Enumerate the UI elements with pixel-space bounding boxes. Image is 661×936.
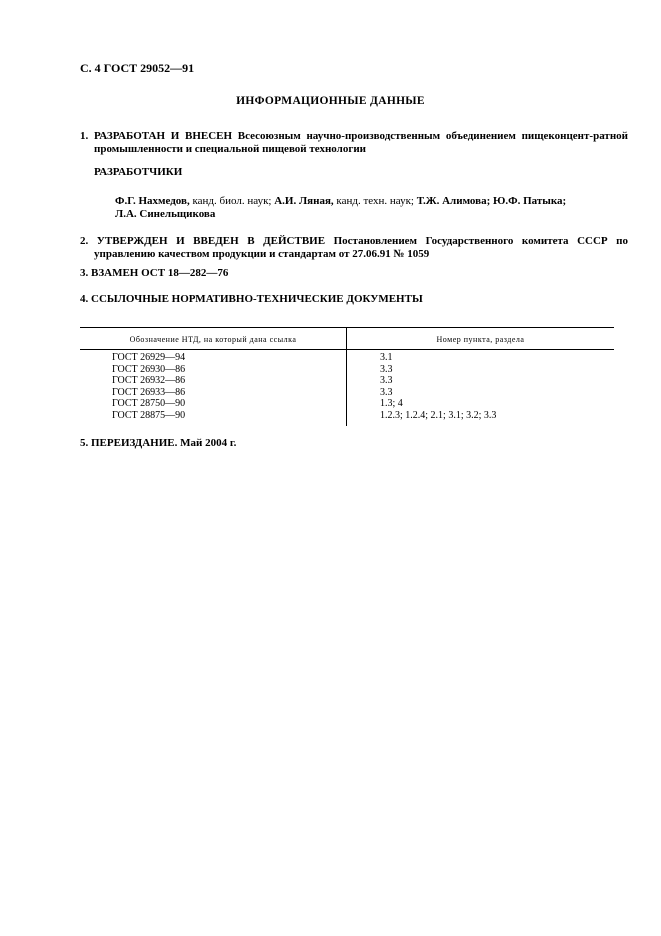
table-top-rule — [80, 327, 614, 328]
table-column-refs — [380, 352, 496, 421]
item-3: 3. ВЗАМЕН ОСТ 18—282—76 — [80, 267, 229, 279]
developer-note: канд. техн. наук; — [336, 195, 414, 207]
table-column-docs — [112, 352, 185, 421]
developers-heading: РАЗРАБОТЧИКИ — [94, 166, 183, 178]
developer-name: Т.Ж. Алимова; Ю.Ф. Патыка; — [416, 195, 567, 207]
item-4: 4. ССЫЛОЧНЫЕ НОРМАТИВНО-ТЕХНИЧЕСКИЕ ДОКУМЕНТЫ — [80, 293, 423, 305]
table-cell-ref: 3.3 — [380, 375, 393, 386]
item-1-lead: 1. РАЗРАБОТАН И ВНЕСЕН — [80, 130, 233, 142]
developer-name: А.И. Ляная, — [274, 195, 334, 207]
table-cell-ref: 3.3 — [380, 363, 393, 375]
item-1-text: Всесоюзным научно-производственным объединением пищеконцент-ратной промышленности и специальной пищевой технологии — [94, 130, 628, 155]
item-1 — [80, 130, 628, 156]
table-cell-doc: ГОСТ 26929—94 — [112, 352, 186, 363]
item-2 — [80, 235, 628, 261]
table-cell-doc: ГОСТ 28875—90 — [112, 409, 186, 421]
table-header-ref: Номер пункта, раздела — [436, 335, 525, 344]
table-cell-ref: 1.3; 4 — [380, 398, 403, 409]
table-cell-doc: ГОСТ 26930—86 — [112, 363, 186, 375]
table-cell-ref: 3.3 — [380, 386, 393, 398]
item-5: 5. ПЕРЕИЗДАНИЕ. Май 2004 г. — [80, 437, 237, 449]
developers-list — [115, 195, 614, 221]
item-2-lead: 2. УТВЕРЖДЕН И ВВЕДЕН В ДЕЙСТВИЕ — [80, 235, 326, 247]
item-2-text: Постановлением Государственного комитета СССР по управлению качеством продукции и стандартам от 27.06.91 № 1059 — [94, 235, 629, 260]
document-title: ИНФОРМАЦИОННЫЕ ДАННЫЕ — [236, 95, 425, 107]
table-cell-ref: 3.1 — [380, 352, 393, 363]
table-cell-doc: ГОСТ 26933—86 — [112, 386, 186, 398]
developer-note: канд. биол. наук; — [192, 195, 272, 207]
table-cell-doc: ГОСТ 26932—86 — [112, 375, 186, 386]
table-header-rule — [80, 349, 614, 350]
table-cell-doc: ГОСТ 28750—90 — [112, 398, 186, 409]
developer-name: Ф.Г. Нахмедов, — [115, 195, 190, 207]
table-header-doc: Обозначение НТД, на который дана ссылка — [129, 335, 297, 344]
developer-name: Л.А. Синельщикова — [115, 208, 216, 220]
table-cell-ref: 1.2.3; 1.2.4; 2.1; 3.1; 3.2; 3.3 — [380, 409, 497, 421]
page-header: С. 4 ГОСТ 29052—91 — [80, 61, 195, 75]
